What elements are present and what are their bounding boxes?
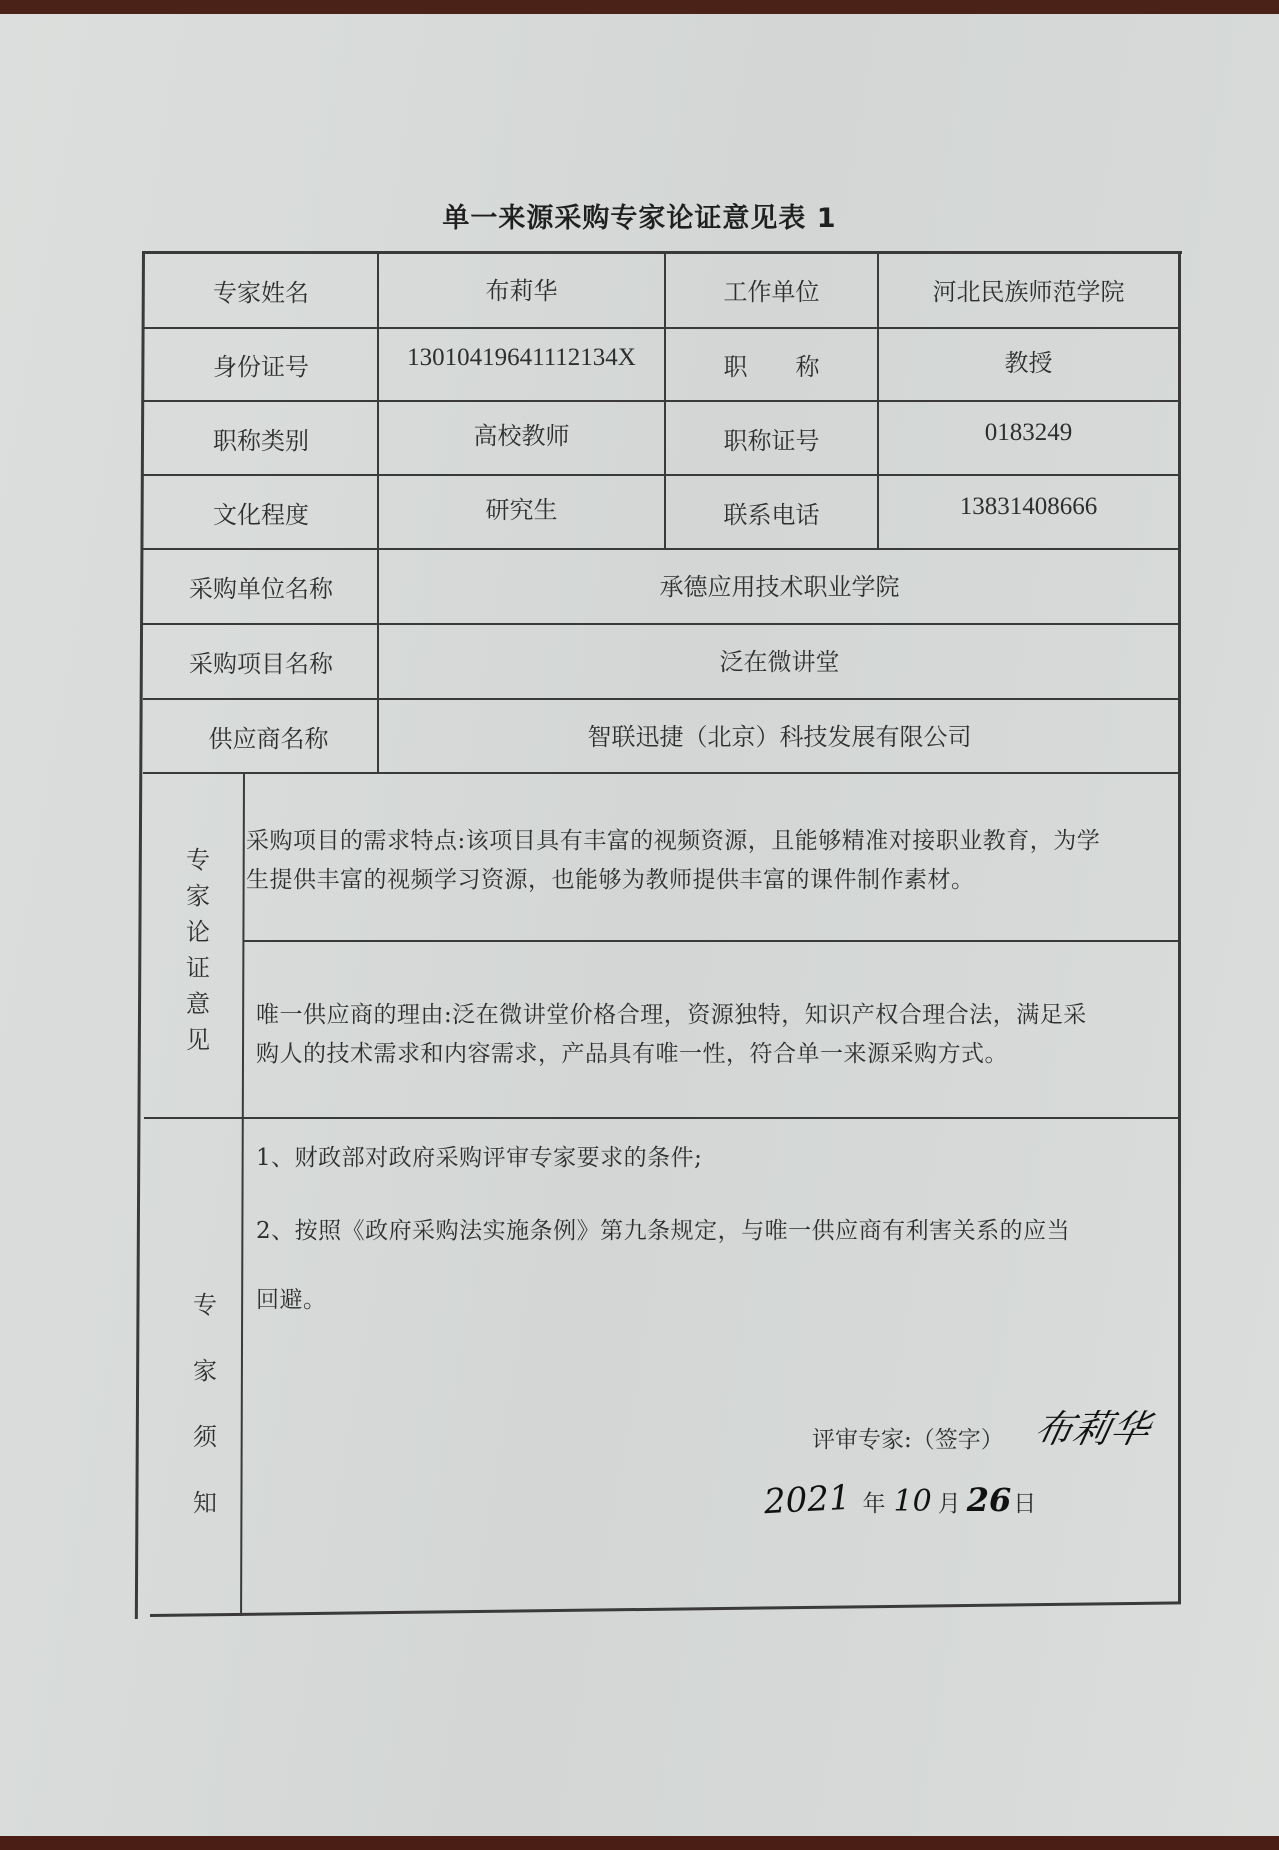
purchaser-label: 采购单位名称 [189, 575, 333, 603]
signature-label: 评审专家:（签字） [812, 1427, 1004, 1453]
professional-title-label: 职 称 [723, 353, 820, 381]
date-day-handwritten: 26 [966, 1481, 1012, 1519]
date-year-suffix: 年 [862, 1491, 886, 1517]
label-char: 知 [193, 1489, 217, 1517]
label-char: 须 [193, 1423, 217, 1451]
notice-item-1: 1、财政部对政府采购评审专家要求的条件; [256, 1145, 703, 1171]
employer-label: 工作单位 [723, 277, 820, 306]
notice-item-2-line-1: 2、按照《政府采购法实施条例》第九条规定，与唯一供应商有利害关系的应当 [256, 1218, 1071, 1244]
expert-opinion-section-label [183, 842, 213, 1058]
sole-supplier-reason-text [256, 996, 1181, 1074]
label-char: 意 [186, 990, 210, 1018]
education-label: 文化程度 [213, 500, 309, 529]
handwritten-signature: 布莉华 [1030, 1407, 1154, 1451]
demand-characteristics-text [246, 822, 1181, 900]
signature-date [763, 1477, 1037, 1523]
project-label: 采购项目名称 [189, 650, 333, 678]
table-border-right [1178, 251, 1181, 1604]
demand-line-1: 采购项目的需求特点:该项目具有丰富的视频资源，且能够精准对接职业教育，为学 [246, 828, 1101, 854]
id-number-value: 13010419641112134X [407, 344, 636, 371]
employer-value: 河北民族师范学院 [932, 277, 1125, 306]
expert-name-value: 布莉华 [485, 276, 558, 305]
purchaser-value: 承德应用技术职业学院 [659, 572, 900, 601]
date-day-suffix: 日 [1013, 1491, 1037, 1517]
document-title: 单一来源采购专家论证意见表 1 [442, 203, 837, 234]
date-month-handwritten: 10 [893, 1484, 932, 1519]
label-char: 家 [186, 882, 210, 910]
opinion-divider [244, 940, 1180, 942]
reason-line-1: 唯一供应商的理由:泛在微讲堂价格合理，资源独特，知识产权合理合法，满足采 [256, 1002, 1087, 1028]
label-char: 家 [193, 1357, 217, 1385]
label-char: 专 [186, 846, 210, 874]
phone-value: 13831408666 [959, 493, 1098, 520]
desk-background-bottom [0, 1836, 1279, 1850]
title-category-label: 职称类别 [213, 426, 309, 455]
row-divider [143, 772, 1180, 774]
phone-label: 联系电话 [723, 500, 820, 529]
supplier-value: 智联迅捷（北京）科技发展有限公司 [587, 722, 972, 751]
label-char: 见 [186, 1026, 210, 1054]
professional-title-value: 教授 [1004, 348, 1053, 377]
label-char: 论 [186, 918, 210, 946]
education-value: 研究生 [485, 495, 558, 524]
title-category-value: 高校教师 [473, 421, 570, 450]
title-cert-label: 职称证号 [723, 426, 820, 455]
date-month-suffix: 月 [937, 1491, 961, 1517]
label-char: 证 [186, 954, 210, 982]
section-divider [144, 1117, 1180, 1119]
expert-notice-section-label [190, 1272, 220, 1536]
id-number-label: 身份证号 [213, 353, 309, 381]
project-value: 泛在微讲堂 [719, 647, 840, 676]
label-char: 专 [193, 1291, 217, 1319]
notice-item-2-line-2: 回避。 [256, 1287, 327, 1313]
reason-line-2: 购人的技术需求和内容需求，产品具有唯一性，符合单一来源采购方式。 [256, 1041, 1008, 1067]
supplier-label: 供应商名称 [208, 724, 329, 753]
date-year-handwritten: 2021 [763, 1477, 852, 1523]
demand-line-2: 生提供丰富的视频学习资源，也能够为教师提供丰富的课件制作素材。 [246, 867, 975, 893]
expert-name-label: 专家姓名 [213, 279, 309, 307]
title-cert-value: 0183249 [984, 419, 1073, 446]
